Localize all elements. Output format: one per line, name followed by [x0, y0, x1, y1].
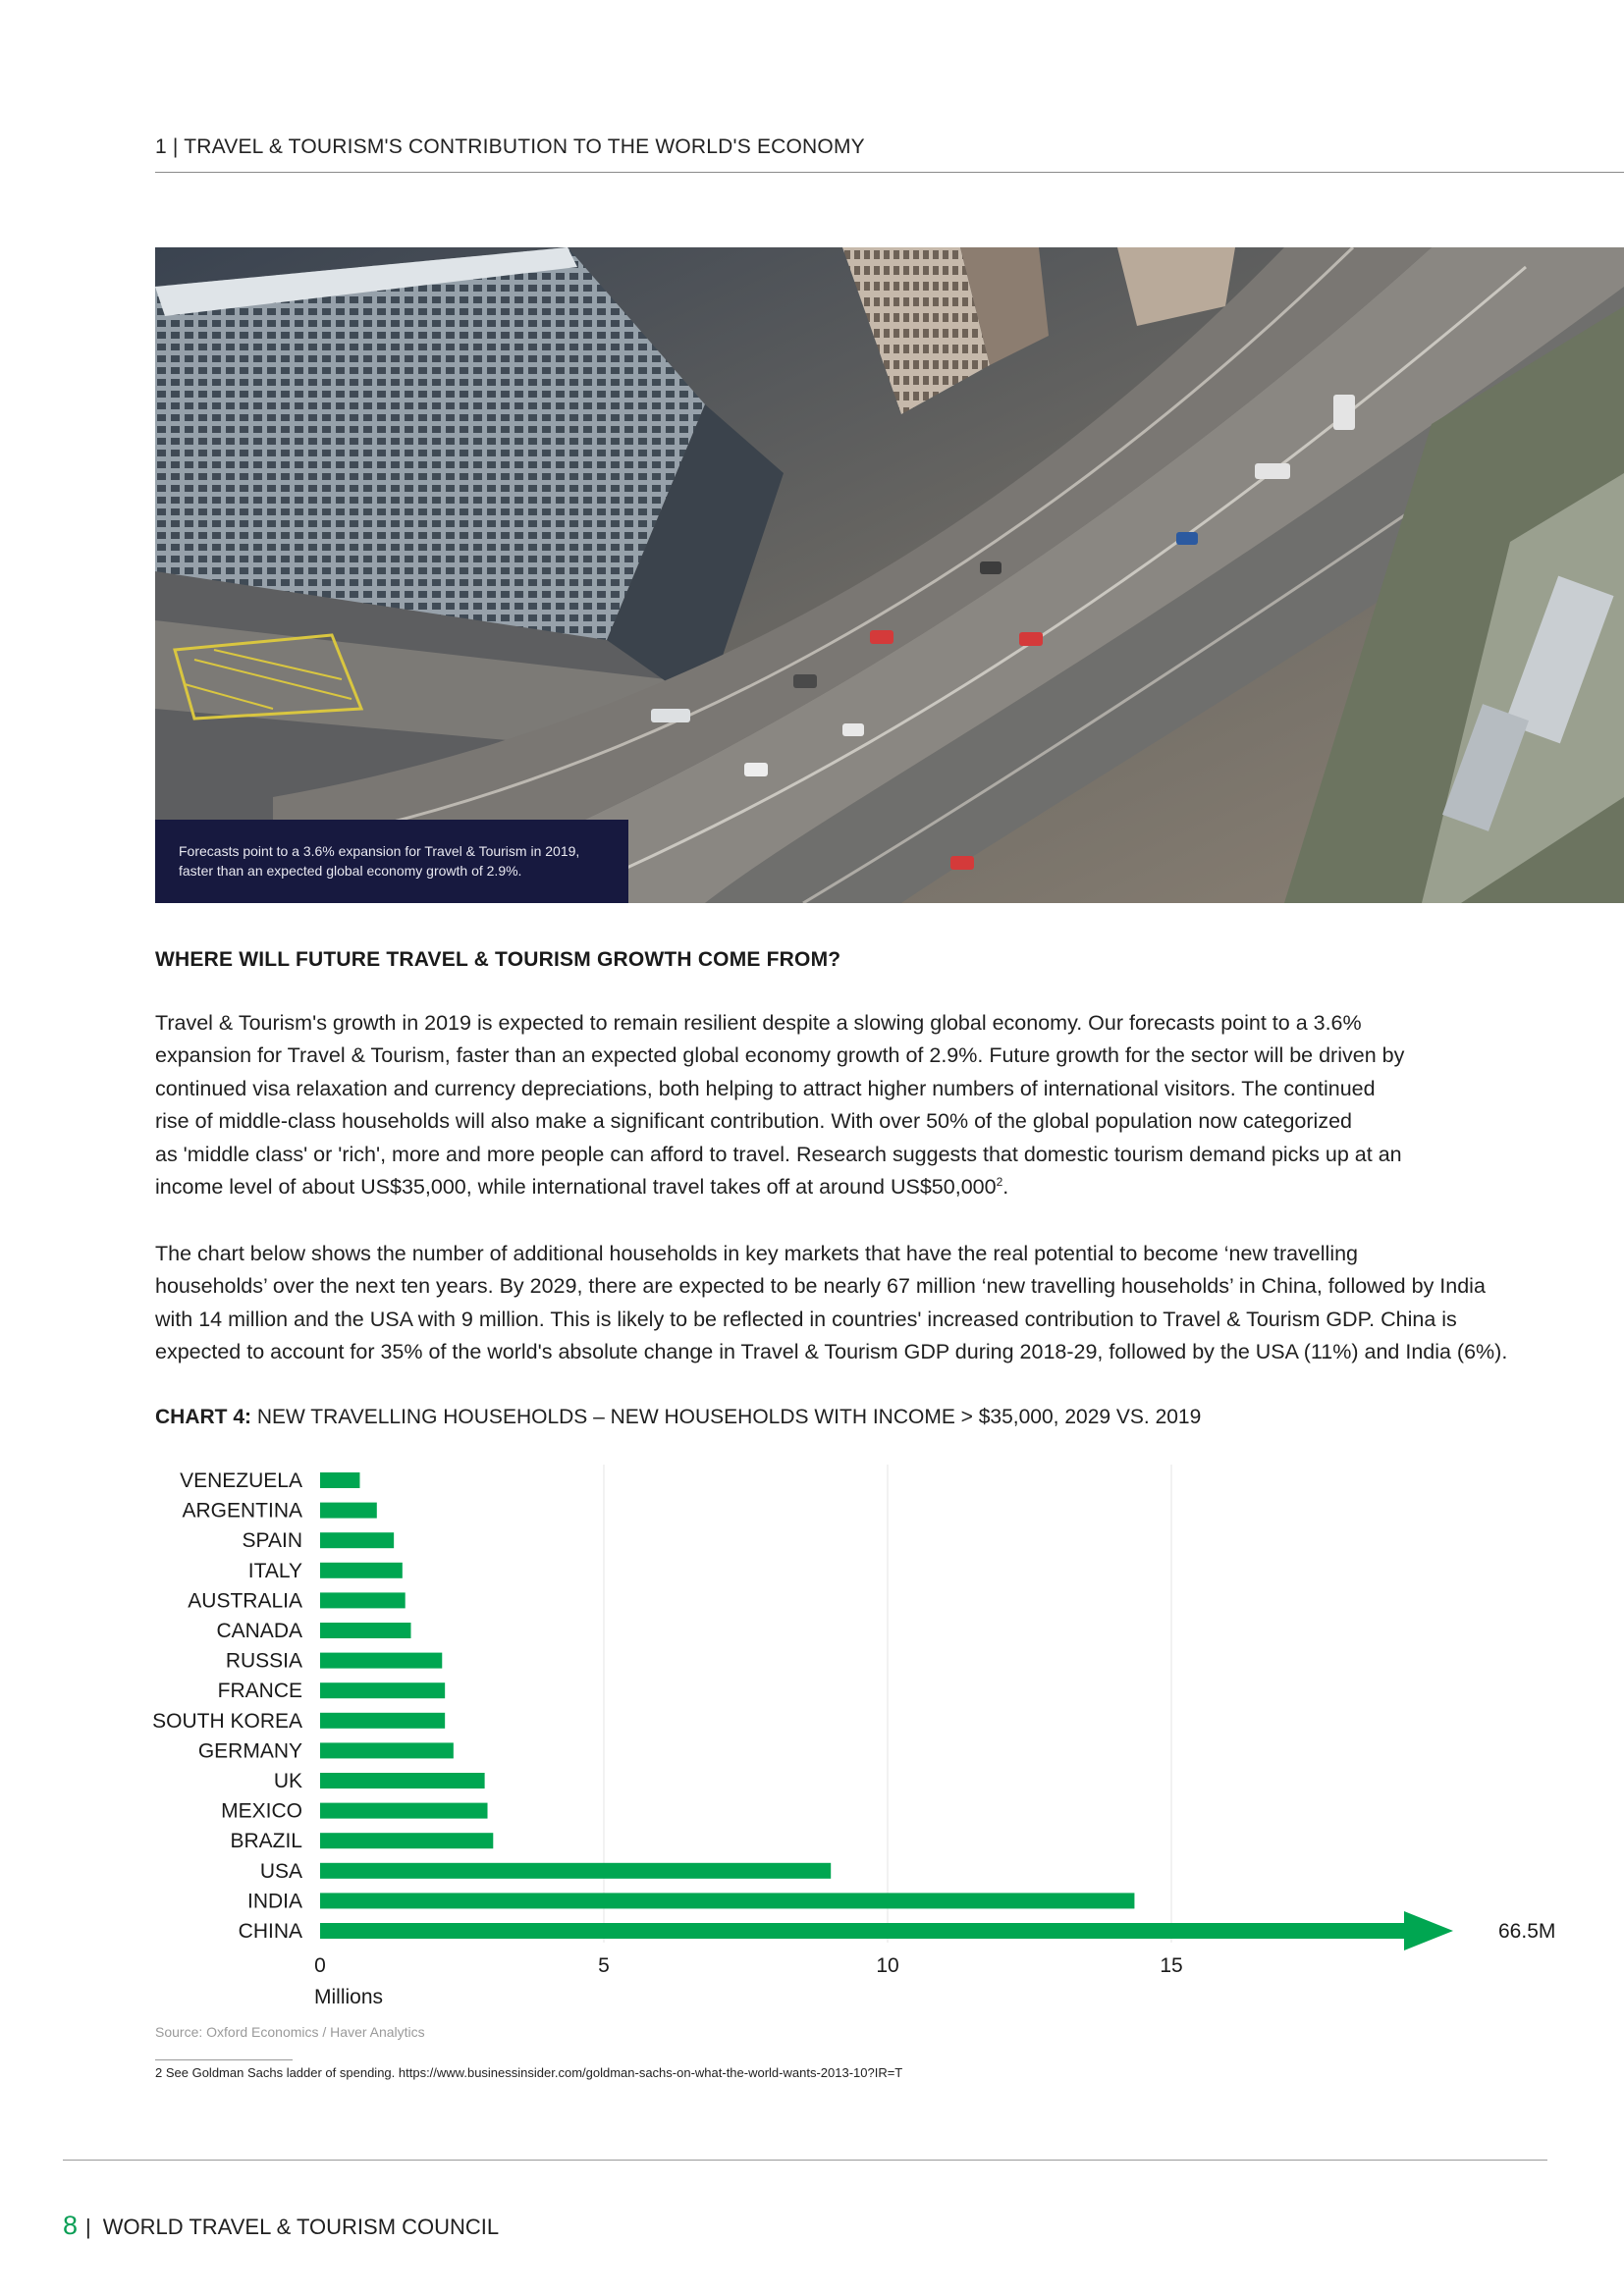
category-label: VENEZUELA [180, 1469, 302, 1492]
p1-end: . [1002, 1175, 1009, 1200]
bar [320, 1713, 445, 1729]
footnote-ref[interactable]: 2 [996, 1174, 1003, 1189]
bar [320, 1923, 1404, 1939]
p1-line: as 'middle class' or 'rich', more and more people can afford to travel. Research suggests that domestic tourism demand picks up at an [155, 1142, 1402, 1166]
photo-caption [155, 820, 628, 903]
bar [320, 1623, 410, 1638]
bar-arrow [1404, 1911, 1453, 1950]
paragraph-1 [155, 1007, 1520, 1203]
p2-line: expected to account for 35% of the world's absolute change in Travel & Tourism GDP during 2018-29, followed by the USA (11%) and India (6%). [155, 1340, 1508, 1364]
bar [320, 1893, 1134, 1908]
bar [320, 1863, 831, 1879]
caption-line-1: Forecasts point to a 3.6% expansion for Travel & Tourism in 2019, [179, 843, 580, 859]
category-label: MEXICO [221, 1799, 302, 1823]
footnote-rule [155, 2059, 293, 2060]
p1-line: income level of about US$35,000, while international travel takes off at around US$50,000 [155, 1175, 997, 1200]
paragraph-2 [155, 1238, 1520, 1369]
chart-label: CHART 4: [155, 1406, 251, 1428]
p2-line: households’ over the next ten years. By 2029, there are expected to be nearly 67 million ‘new travelling households’ in China, followed by India [155, 1274, 1486, 1299]
bar [320, 1803, 488, 1819]
bar [320, 1773, 485, 1789]
bar [320, 1682, 445, 1698]
caption-line-2: faster than an expected global economy growth of 2.9%. [179, 863, 522, 879]
category-label: FRANCE [217, 1680, 302, 1703]
category-label: BRAZIL [230, 1830, 302, 1853]
header-rule [155, 172, 1624, 173]
p2-line: with 14 million and the USA with 9 million. This is likely to be reflected in countries' increased contribution to Travel & Tourism GDP. China is [155, 1307, 1457, 1331]
footer-org: WORLD TRAVEL & TOURISM COUNCIL [102, 2215, 500, 2239]
bar [320, 1472, 359, 1488]
category-label: INDIA [246, 1890, 302, 1913]
p1-line: expansion for Travel & Tourism, faster than an expected global economy growth of 2.9%. Future growth for the sector will be driven by [155, 1043, 1405, 1068]
page-footer [63, 2211, 499, 2241]
category-label: AUSTRALIA [188, 1589, 302, 1613]
bar [320, 1833, 493, 1848]
chart-title [155, 1406, 1201, 1429]
category-label: SPAIN [242, 1529, 302, 1553]
x-tick-label: 0 [314, 1954, 326, 1977]
category-label: CANADA [216, 1620, 302, 1642]
p2-line: The chart below shows the number of additional households in key markets that have the real potential to become ‘new travelling [155, 1242, 1359, 1265]
category-label: RUSSIA [225, 1649, 302, 1673]
category-label: USA [259, 1859, 302, 1883]
page-number: 8 [63, 2211, 79, 2240]
footer-separator: | [85, 2215, 91, 2239]
category-label: SOUTH KOREA [152, 1709, 302, 1733]
bar [320, 1742, 454, 1758]
bar [320, 1592, 406, 1608]
bar [320, 1503, 377, 1519]
category-label: ARGENTINA [182, 1499, 302, 1522]
data-label: 66.5M [1498, 1920, 1556, 1943]
p1-line: rise of middle-class households will also make a significant contribution. With over 50% of the global population now categorized [155, 1109, 1352, 1134]
x-tick-label: 10 [876, 1954, 899, 1977]
p1-line: continued visa relaxation and currency depreciations, both helping to attract higher numbers of international visitors. The continued [155, 1076, 1376, 1100]
chart-title-text: NEW TRAVELLING HOUSEHOLDS – NEW HOUSEHOLDS WITH INCOME > $35,000, 2029 VS. 2019 [251, 1406, 1202, 1428]
chart-source: Source: Oxford Economics / Haver Analytics [155, 2024, 425, 2040]
x-tick-label: 5 [598, 1954, 610, 1977]
category-label: CHINA [238, 1920, 302, 1943]
bar [320, 1653, 442, 1669]
p1-line: Travel & Tourism's growth in 2019 is expected to remain resilient despite a slowing global economy. Our forecasts point to a 3.6% [155, 1011, 1362, 1035]
category-label: GERMANY [197, 1739, 302, 1763]
aerial-city-photo [155, 247, 1624, 903]
running-header: 1 | TRAVEL & TOURISM'S CONTRIBUTION TO THE WORLD'S ECONOMY [155, 135, 865, 158]
footer-rule [63, 2160, 1547, 2161]
category-label: ITALY [247, 1559, 302, 1582]
x-tick-label: 15 [1160, 1954, 1183, 1977]
x-axis-label: Millions [314, 1986, 384, 2008]
category-label: UK [273, 1770, 302, 1792]
bar [320, 1563, 403, 1578]
p1-last-line [155, 1171, 1520, 1203]
bar [320, 1532, 394, 1548]
footnote: 2 See Goldman Sachs ladder of spending. https://www.businessinsider.com/goldman-sachs-on-what-the-world-wants-2013-10?IR=T [155, 2065, 903, 2080]
section-heading: WHERE WILL FUTURE TRAVEL & TOURISM GROWTH COME FROM? [155, 948, 841, 971]
